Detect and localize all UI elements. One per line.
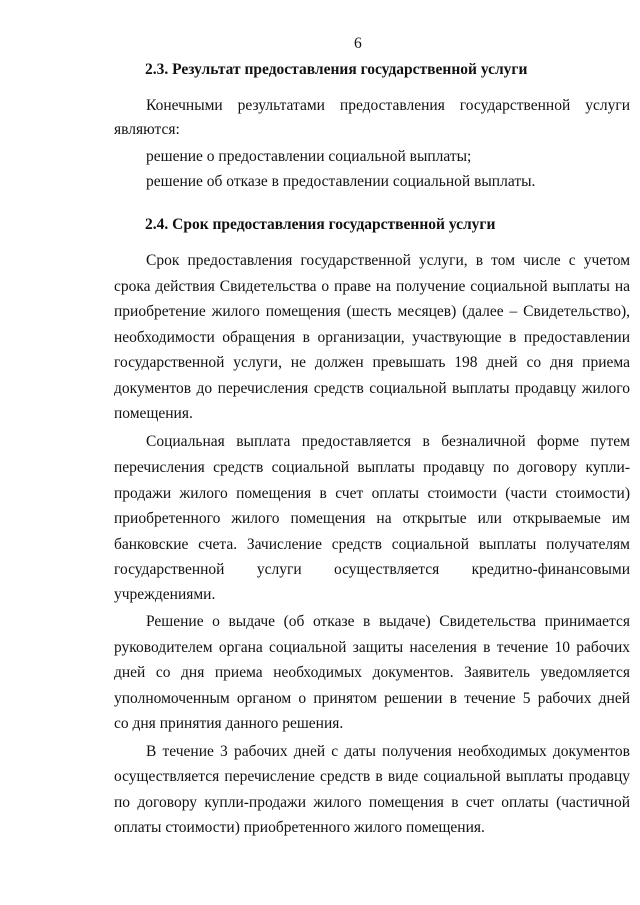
text-line: Конечными результатами предоставления государственной услуги xyxy=(146,97,630,114)
text-line: Срок предоставления государственной услуги, в том числе с учетом xyxy=(146,252,630,269)
text-line: осуществляется перечисление средств в виде социальной выплаты продавцу xyxy=(114,768,630,785)
text-line: учреждениями. xyxy=(114,586,216,603)
text-line: дней со дня приема необходимых документов. Заявитель уведомляется xyxy=(114,664,630,681)
text-line: банковские счета. Зачисление средств социальной выплаты получателям xyxy=(114,536,630,553)
text-line: являются: xyxy=(114,121,180,138)
text-line: перечисления средств социальной выплаты продавцу по договору купли- xyxy=(114,459,630,476)
text-line: государственной услуги осуществляется кредитно-финансовыми xyxy=(114,561,630,578)
page-number: 6 xyxy=(354,35,362,52)
text-line: руководителем органа социальной защиты населения в течение 10 рабочих xyxy=(114,639,630,656)
text-line: решение об отказе в предоставлении социальной выплаты. xyxy=(146,173,536,190)
text-line: Социальная выплата предоставляется в безналичной форме путем xyxy=(146,433,630,450)
text-line: документов до перечисления средств социальной выплаты продавцу жилого xyxy=(114,380,630,397)
text-line: помещения. xyxy=(114,405,193,422)
text-line: по договору купли-продажи жилого помещения в счет оплаты (частичной xyxy=(114,794,630,811)
text-line: государственной услуги, не должен превышать 198 дней со дня приема xyxy=(114,354,630,371)
section-heading: 2.3. Результат предоставления государственной услуги xyxy=(145,61,528,78)
section-heading: 2.4. Срок предоставления государственной услуги xyxy=(145,216,496,233)
text-line: необходимости обращения в организации, участвующие в предоставлении xyxy=(114,329,630,346)
text-line: уполномоченным органом о принятом решении в течение 5 рабочих дней xyxy=(114,690,630,707)
text-line: приобретенного жилого помещения на открытые или открываемые им xyxy=(114,510,630,527)
text-line: срока действия Свидетельства о праве на получение социальной выплаты на xyxy=(114,278,630,295)
text-line: со дня принятия данного решения. xyxy=(114,715,344,732)
text-line: решение о предоставлении социальной выплаты; xyxy=(146,148,472,165)
text-line: В течение 3 рабочих дней с даты получения необходимых документов xyxy=(146,743,630,760)
text-line: продажи жилого помещения в счет оплаты стоимости (части стоимости) xyxy=(114,485,630,502)
text-line: Решение о выдаче (об отказе в выдаче) Свидетельства принимается xyxy=(146,613,630,630)
text-line: оплаты стоимости) приобретенного жилого помещения. xyxy=(114,819,485,836)
text-line: приобретение жилого помещения (шесть месяцев) (далее – Свидетельство), xyxy=(114,303,630,320)
